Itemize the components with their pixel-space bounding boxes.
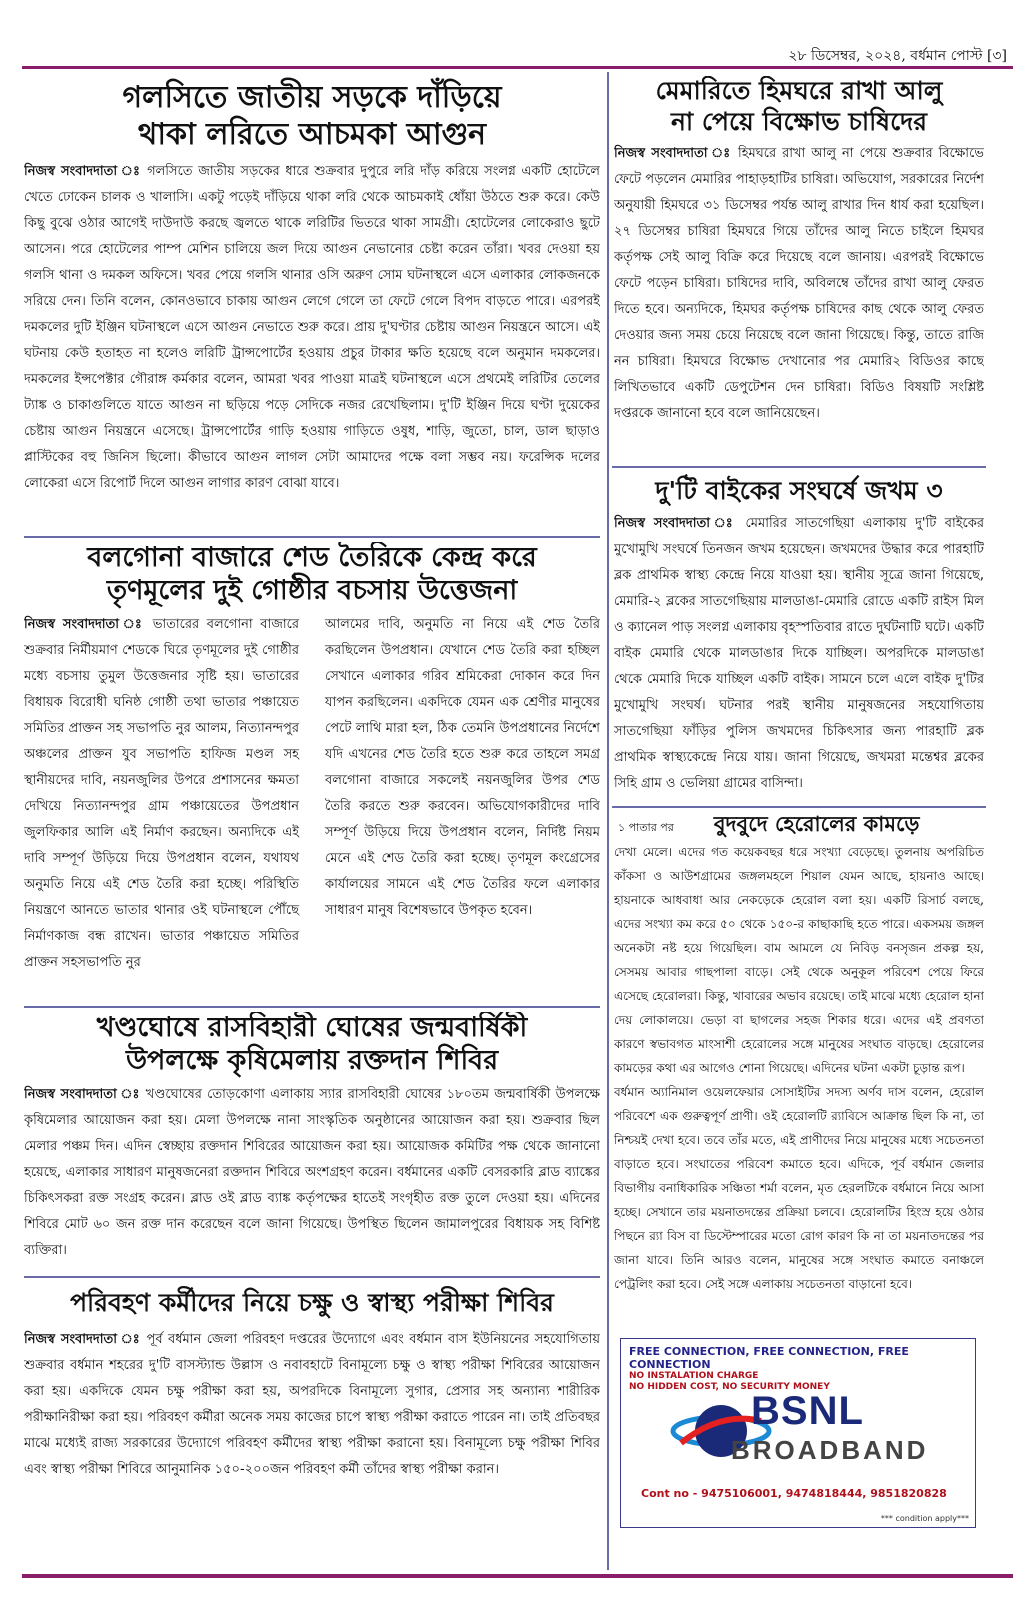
column-divider bbox=[607, 72, 609, 1570]
article-body: নিজস্ব সংবাদদাতা ঃ গলসিতে জাতীয় সড়কের ধারে শুক্রবার দুপুরে লরি দাঁড় করিয়ে সংলগ্ন একটি হোটেলে খেতে ঢোকেন চালক ও খালাসি। একটু পড়েই দাঁড়িয়ে থাকা লরি থেকে আচমকাই ধোঁয়া উঠতে শুরু করে। কেউ কিছু বুঝে ওঠার আগেই দাউদাউ করছে জ্বলতে থাকে লরিটির ভিতরে থাকা সামগ্রী। হোটেলের লোকেরাও ছুটে আসেন। পরে হোটেলের পাম্প মেশিন চালিয়ে জল দিয়ে আগুন নেভানোর চেষ্টা করেন তাঁরা। খবর দেওয়া হয় গলসি থানা ও দমকল অফিসে। খবর পেয়ে গলসি থানার ওসি অরুণ সোম ঘটনাস্থলে এসে এলাকার লোকজনকে সরিয়ে দেন। তিনি বলেন, কোনওভাবে চাকায় আগুন লেগে গেলে তা ফেটে গেলে বিপদ বাড়তে পারে। এরপরই দমকলের দুটি ইঞ্জিন ঘটনাস্থলে এসে আগুন নেভাতে শুরু করে। প্রায় দু'ঘণ্টার চেষ্টায় আগুন নিয়ন্ত্রনে আসে। এই ঘটনায় কেউ হতাহত না হলেও লরিটি ট্রান্সপোর্টের হওয়ায় প্রচুর টাকার ক্ষতি হয়েছে বলে অনুমান দমকলের। দমকলের ইন্সপেক্টার গৌরাঙ্গ কর্মকার বলেন, আমরা খবর পাওয়া মাত্রই ঘটনাস্থলে এসে প্রথমেই লরিটির তেলের ট্যাঙ্ক ও চাকাগুলিতে যাতে আগুন না ছড়িয়ে পড়ে সেদিকে নজর রেখেছিলাম। দু'টি ইঞ্জিন দিয়ে ঘণ্টা দুয়েকের চেষ্টায় আগুন নিয়ন্ত্রনে এসেছে। ট্রান্সপোর্টের গাড়ি হওয়ায় গাড়িতে ওষুধ, শাড়ি, জুতো, চাল, ডাল ছাড়াও প্লাস্টিকের বহু জিনিস ছিলো। কীভাবে আগুন লাগল সেটা আমাদের পক্ষে বলা সম্ভব নয়। ফরেন্সিক দলের লোকেরা এসে রিপোর্ট দিলে আগুন লাগার কারণ বোঝা যাবে। bbox=[24, 164, 600, 492]
ad-brand: BSNL bbox=[751, 1389, 864, 1433]
article-headline: খণ্ডঘোষে রাসবিহারী ঘোষের জন্মবার্ষিকী উপলক্ষে কৃষিমেলায় রক্তদান শিবির bbox=[96, 1012, 528, 1076]
bottom-rule bbox=[22, 1574, 1013, 1578]
article-balgona-shed bbox=[24, 542, 600, 1004]
article-body: নিজস্ব সংবাদদাতা ঃ খণ্ডঘোষের তোড়কোণা এলাকায় স্যার রাসবিহারী ঘোষের ১৮০তম জন্মবার্ষিকী উপলক্ষে কৃষিমেলার আয়োজন করা হয়। মেলা উপলক্ষে নানা সাংস্কৃতিক অনুষ্ঠানের আয়োজন করা হয়। শুক্রবার ছিল মেলার পঞ্চম দিন। এদিন স্বেচ্ছায় রক্তদান শিবিরের আয়োজন করা হয়। আয়োজক কমিটির পক্ষ থেকে জানানো হয়েছে, এলাকার সাধারণ মানুষজনেরা রক্তদান শিবিরে অংশগ্রহণ করেন। বর্ধমানের একটি বেসরকারি ব্লাড ব্যাঙ্কের চিকিৎসকরা রক্ত সংগ্রহ করেন। ব্লাড ওই ব্লাড ব্যাঙ্ক কর্তৃপক্ষের হাতেই সংগৃহীত রক্ত তুলে দেওয়া হয়। এদিনের শিবিরে মোট ৬০ জন রক্ত দান করেছেন বলে জানা গিয়েছে। উপস্থিত ছিলেন জামালপুরের বিধায়ক সহ বিশিষ্ট ব্যক্তিরা। bbox=[24, 1086, 600, 1258]
continued-label: ১ পাতার পর bbox=[618, 821, 674, 834]
ad-line3: NO HIDDEN COST, NO SECURITY MONEY bbox=[629, 1382, 830, 1392]
article-body: নিজস্ব সংবাদদাতা ঃ মেমারির সাতগেছিয়া এলাকায় দু'টি বাইকের মুখোমুখি সংঘর্ষে তিনজন জখম হয়েছেন। জখমদের উদ্ধার করে পারহাটি ব্লক প্রাথমিক স্বাস্থ্য কেন্দ্রে নিয়ে যাওয়া হয়। স্থানীয় সূত্রে জানা গিয়েছে, মেমারি-২ ব্লকের সাতগেছিয়ায় মালডাঙা-মেমারি রোডে একটি রাইস মিল ও ক্যানেল পাড় সংলগ্ন এলাকায় বৃহস্পতিবার রাতে দুর্ঘটনাটি ঘটে। একটি বাইক মেমারি থেকে মালডাঙার দিকে যাচ্ছিল। অপরদিকে মালডাঙা থেকে মেমারি দিকে যাচ্ছিল একটি বাইক। সামনে চলে এলে বাইক দু'টির মুখোমুখি সংঘর্ষ। ঘটনার পরই স্থানীয় মানুষজনের সহযোগিতায় সাতগেছিয়া ফাঁড়ির পুলিস জখমদের চিকিৎসার জন্য পারহাটি ব্লক প্রাথমিক স্বাস্থ্যকেন্দ্রে নিয়ে যায়। জানা গিয়েছে, জখমরা মন্তেশ্বর ব্লকের সিহি গ্রাম ও ভেলিয়া গ্রামের বাসিন্দা। bbox=[614, 515, 984, 791]
section-rule bbox=[612, 806, 986, 808]
article-headline: বলগোনা বাজারে শেড তৈরিকে কেন্দ্র করে তৃণমূলের দুই গোষ্ঠীর বচসায় উত্তেজনা bbox=[87, 542, 537, 606]
article-headline: গলসিতে জাতীয় সড়কে দাঁড়িয়ে থাকা লরিতে আচমকা আগুন bbox=[122, 80, 502, 152]
section-rule bbox=[612, 466, 986, 468]
ad-condition: *** condition apply*** bbox=[880, 1514, 969, 1523]
bsnl-broadband-ad[interactable] bbox=[620, 1338, 976, 1528]
article-headline: মেমারিতে হিমঘরে রাখা আলু না পেয়ে বিক্ষোভ চাষিদের bbox=[655, 76, 943, 136]
ad-subbrand: BROADBAND bbox=[731, 1435, 929, 1465]
article-headline: বুদবুদে হেরোলের কামড়ে bbox=[713, 812, 920, 836]
article-transport-health-camp bbox=[24, 1282, 600, 1570]
article-body-col1: নিজস্ব সংবাদদাতা ঃ ভাতারের বলগোনা বাজারে শুক্রবার নির্মীয়মাণ শেডকে ঘিরে তৃণমূলের দুই গোষ্ঠীর মধ্যে বচসায় তুমুল উত্তেজনার সৃষ্টি হয়। ভাতারের বিধায়ক বিরোধী ঘনিষ্ঠ গোষ্ঠী তথা ভাতার পঞ্চায়েত সমিতির প্রাক্তন সহ সভাপতি নুর আলম, নিত্যানন্দপুর অঞ্চলের প্রাক্তন যুব সভাপতি হাফিজ মণ্ডল সহ স্থানীয়দের দাবি, নয়নজুলির উপরে প্রশাসনের ক্ষমতা দেখিয়ে নিত্যানন্দপুর গ্রাম পঞ্চায়েতের উপপ্রধান জুলফিকার আলি এই নির্মাণ করছেন। অন্যদিকে এই দাবি সম্পূর্ণ উড়িয়ে দিয়ে উপপ্রধান বলেন, যথাযথ অনুমতি নিয়ে এই শেড তৈরি করা হচ্ছে। পরিস্থিতি নিয়ন্ত্রণে আনতে ভাতার থানার ওই ঘটনাস্থলে পৌঁছে নির্মাণকাজ বন্ধ রাখেন। ভাতার পঞ্চায়েত সমিতির প্রাক্তন সহসভাপতি নুর bbox=[24, 616, 299, 970]
section-rule bbox=[24, 536, 600, 538]
article-body: নিজস্ব সংবাদদাতা ঃ হিমঘরে রাখা আলু না পেয়ে শুক্রবার বিক্ষোভে ফেটে পড়লেন মেমারির পাহাড়হাটির চাষিরা। অভিযোগ, সরকারের নির্দেশ অনুযায়ী হিমঘরে ৩১ ডিসেম্বর পর্যন্ত আলু রাখার দিন ধার্য করা হয়েছিল। ২৭ ডিসেম্বর চাষিরা হিমঘরে গিয়ে তাঁদের আলু নিতে চাইলে হিমঘর কর্তৃপক্ষ সেই আলু বিক্রি করে দিয়েছে বলে জানায়। এরপরই বিক্ষোভে ফেটে পড়েন চাষিরা। চাষিদের দাবি, অবিলম্বে তাঁদের রাখা আলু ফেরত দিতে হবে। অন্যদিকে, হিমঘর কর্তৃপক্ষ চাষিদের কাছ থেকে আলু ফেরত দেওয়ার জন্য সময় চেয়ে নিয়েছে বলে জানা গিয়েছে। কিন্তু, তাতে রাজি নন চাষিরা। হিমঘরে বিক্ষোভ দেখানোর পর মেমারি২ বিডিওর কাছে লিখিতভাবে একটি ডেপুটেশন দেন চাষিরা। বিডিও বিষয়টি সংশ্লিষ্ট দপ্তরকে জানানো হবে বলে জানিয়েছেন। bbox=[614, 146, 984, 421]
ad-line1: FREE CONNECTION, FREE CONNECTION, FREE CONNECTION bbox=[629, 1345, 909, 1371]
article-body: নিজস্ব সংবাদদাতা ঃ পূর্ব বর্ধমান জেলা পরিবহণ দপ্তরের উদ্যোগে এবং বর্ধমান বাস ইউনিয়নের সহযোগিতায় শুক্রবার বর্ধমান শহরের দু'টি বাসস্ট্যান্ড উল্লাস ও নবাবহাটে বিনামূল্যে চক্ষু ও স্বাস্থ্য পরীক্ষা শিবিরের আয়োজন করা হয়। একদিকে যেমন চক্ষু পরীক্ষা করা হয়, অপরদিকে বিনামূল্যে সুগার, প্রেসার সহ অন্যান্য শারীরিক পরীক্ষানিরীক্ষা করা হয়। পরিবহণ কর্মীরা অনেক সময় কাজের চাপে স্বাস্থ্য পরীক্ষা করাতে পারেন না। তাই প্রতিবছর মাঝে মধ্যেই রাজ্য সরকারের উদ্যোগে পরিবহণ কর্মীদের স্বাস্থ্য পরীক্ষা করানো হয়। বিনামূল্যে চক্ষু পরীক্ষা শিবির এবং স্বাস্থ্য পরীক্ষা শিবিরে আনুমানিক ১৫০-২০০জন পরিবহণ কর্মী তাঁদের স্বাস্থ্য পরীক্ষা করান। bbox=[24, 1331, 600, 1477]
article-memari-cold-storage bbox=[614, 76, 984, 464]
article-heron-bite bbox=[614, 812, 984, 1332]
page-header: ২৮ ডিসেম্বর, ২০২৪, বর্ধমান পোস্ট [৩] bbox=[788, 48, 1007, 64]
top-rule bbox=[22, 66, 1013, 69]
section-rule bbox=[24, 1276, 600, 1278]
article-body: দেখা মেলে। এদের গত কয়েকবছর ধরে সংখ্যা বেড়েছে। তুলনায় অপরিচিত কাঁকসা ও আউশগ্রামের জঙ্গলমহলে শিয়াল যেমন আছে, হায়নাও আছে। হায়নাকে আধবাধা আর নেকড়েকে হেরোল বলা হয়। একটি রিসার্চ বলছে, এদের সংখ্যা কম করে ৫০ থেকে ১৫০-র কাছাকাছি হতে পারে। একসময় জঙ্গল অনেকটা নষ্ট হয়ে গিয়েছিল। বাম আমলে যে নিবিড় বনসৃজন প্রকল্প হয়, সেসময় আবার গাছপালা বাড়ে। সেই থেকে অনুকূল পরিবেশ পেয়ে ফিরে এসেছে হেরোলরা। কিন্তু, খাবারের অভাব রয়েছে। তাই মাঝে মধ্যে হেরোল হানা দেয় লোকালয়ে। ভেড়া বা ছাগলের সহজ শিকার ধরে। এদের এই প্রবণতা কারণে স্বভাবগত মাংসাশী হেরোলের সঙ্গে মানুষের সংঘাত বাড়ছে। হেরোলের কামড়ের কথা এর আগেও শোনা গিয়েছে। এদিনের ঘটনা একটা চূড়ান্ত রূপ। bbox=[614, 845, 984, 1075]
ad-line2: NO INSTALATION CHARGE bbox=[629, 1371, 759, 1381]
article-khandaghosh-blood-donation bbox=[24, 1012, 600, 1268]
article-body-2: বর্ধমান অ্যানিমাল ওয়েলফেয়ার সোসাইটির সদস্য অর্ণব দাস বলেন, হেরোল পরিবেশে এক গুরুত্বপূর্ণ প্রাণী। ওই হেরোলটি র‍্যাবিসে আক্রান্ত ছিল কি না, তা নিশ্চয়ই দেখা হবে। তবে তাঁর মতে, এই প্রাণীদের নিয়ে মানুষের মধ্যে সচেতনতা বাড়াতে হবে। সংঘাতের পরিবেশ কমাতে হবে। এদিকে, পূর্ব বর্ধমান জেলার বিভাগীয় বনাধিকারিক সঞ্চিতা শর্মা বলেন, মৃত হেরলটিকে বর্ধমানে নিয়ে আসা হচ্ছে। সেখানে তার ময়নাতদন্তের প্রক্রিয়া চলবে। হেরোলটির হিংস্র হয়ে ওঠার পিছনে র‍্যা বিস বা ডিস্টেম্পারের মতো রোগ কারণ কি না তা ময়নাতদন্তের পর জানা যাবে। তিনি আরও বলেন, মানুষের সঙ্গে সংঘাত কমাতে বনাঞ্চলে পেট্রলিং করা হবে। সেই সঙ্গে এলাকায় সচেতনতা বাড়ানো হবে। bbox=[614, 1085, 984, 1291]
article-headline: পরিবহণ কর্মীদের নিয়ে চক্ষু ও স্বাস্থ্য পরীক্ষা শিবির bbox=[70, 1288, 554, 1317]
article-headline: দু'টি বাইকের সংঘর্ষে জখম ৩ bbox=[655, 476, 943, 505]
section-rule bbox=[24, 1006, 600, 1008]
article-golsi-fire bbox=[24, 76, 600, 536]
article-body-col2: আলমের দাবি, অনুমতি না নিয়ে এই শেড তৈরি করছিলেন উপপ্রধান। যেখানে শেড তৈরি করা হচ্ছিল সেখানে এলাকার গরিব শ্রমিকেরা দোকান করে দিন যাপন করছিলেন। একদিকে যেমন এক শ্রেণীর মানুষের পেটে লাথি মারা হল, ঠিক তেমনি উপপ্রধানের নির্দেশে যদি এখনের শেড তৈরি হতে শুরু করে তাহলে সমগ্র বলগোনা বাজারে সকলেই নয়নজুলির উপর শেড তৈরি করতে শুরু করবেন। অভিযোগকারীদের দাবি সম্পূর্ণ উড়িয়ে দিয়ে উপপ্রধান বলেন, নির্দিষ্ট নিয়ম মেনে এই শেড তৈরি করা হচ্ছে। তৃণমূল কংগ্রেসের কার্যালয়ের সামনে এই শেড তৈরির ফলে এলাকার সাধারণ মানুষ বিশেষভাবে উপকৃত হবেন। bbox=[325, 616, 600, 918]
ad-contact: Cont no - 9475106001, 9474818444, 9851820828 bbox=[641, 1487, 947, 1500]
article-bike-collision bbox=[614, 472, 984, 802]
